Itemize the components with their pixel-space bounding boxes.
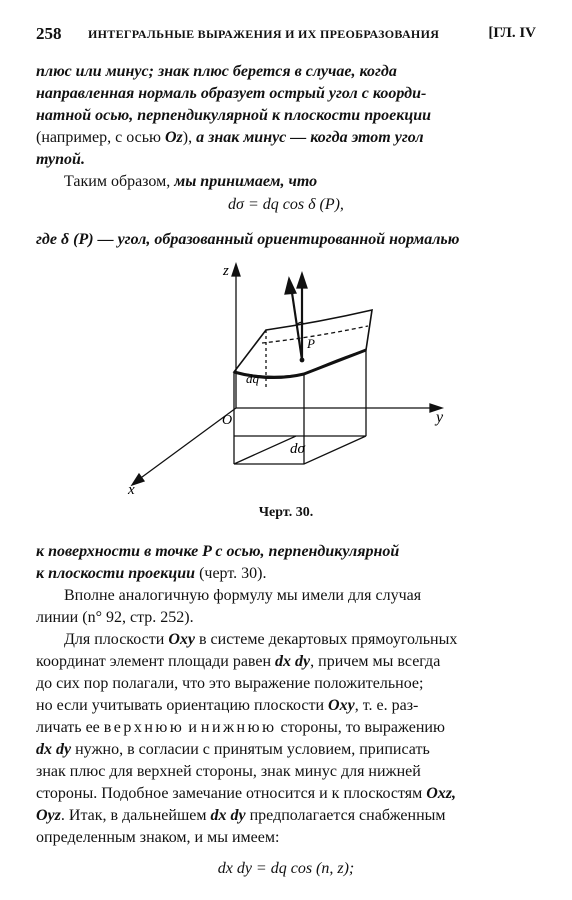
text-span: мы принимаем, что — [174, 173, 318, 190]
text-line — [36, 629, 536, 651]
text-span: стороны. Подобное замечание относится и к плоскостям — [36, 785, 427, 802]
text-span: но если учитывать ориентацию плоскости — [36, 697, 329, 714]
text-line — [36, 171, 536, 193]
running-title: ИНТЕГРАЛЬНЫЕ ВЫРАЖЕНИЯ И ИХ ПРЕОБРАЗОВАНИЯ — [88, 27, 440, 41]
text-span: Oxz, — [426, 785, 456, 802]
text-span: в системе декартовых прямоугольных — [194, 631, 458, 648]
text-span: предполагается снабженным — [245, 807, 446, 824]
text-span: и — [184, 719, 201, 736]
text-line: линии (n° 92, стр. 252). — [36, 609, 194, 626]
y-label: y — [436, 409, 444, 426]
text-span: ), — [182, 129, 197, 146]
z-label: z — [223, 263, 229, 279]
text-span: Таким образом, — [64, 173, 175, 190]
text-span: а знак минус — когда этот угол — [196, 129, 424, 146]
normal-arrow — [285, 278, 296, 294]
origin-label: O — [222, 413, 233, 428]
text-line: к поверхности в точке P с осью, перпендикулярной — [36, 543, 400, 560]
text-span: к плоскости проекции — [36, 565, 196, 582]
text-span: координат элемент площади равен — [36, 653, 276, 670]
text-span: Oxy — [168, 631, 195, 648]
text-span: dx dy — [275, 653, 311, 670]
text-line: где δ (P) — угол, образованный ориентированной нормалью — [36, 231, 460, 248]
text-line: знак плюс для верхней стороны, знак минус для нижней — [36, 763, 421, 780]
text-span: нужно, в согласии с принятым условием, приписать — [71, 741, 430, 758]
text-span: Oxy — [328, 697, 355, 714]
text-line — [36, 651, 536, 673]
dq-label: dq — [246, 371, 259, 386]
text-span: dx dy — [36, 741, 72, 758]
text-span: верхнюю — [103, 719, 185, 736]
text-span: нижнюю — [200, 719, 277, 736]
text-line: тупой. — [36, 151, 85, 168]
vertical-arrow — [297, 273, 307, 288]
text-line — [36, 805, 536, 827]
text-span: , причем мы всегда — [310, 653, 441, 670]
text-line — [36, 695, 536, 717]
text-span: . Итак, в дальнейшем — [60, 807, 211, 824]
z-arrow — [232, 264, 240, 276]
text-span: Для плоскости — [64, 631, 169, 648]
x-label: x — [128, 482, 135, 498]
text-line: определенным знаком, и мы имеем: — [36, 829, 280, 846]
formula-dsigma: dσ = dq cos δ (P), — [228, 196, 344, 213]
figure-30 — [110, 258, 470, 498]
text-line: натной осью, перпендикулярной к плоскости проекции — [36, 107, 432, 124]
chapter-label: [ГЛ. IV — [488, 25, 536, 41]
page-number: 258 — [36, 24, 62, 43]
text-span: (например, с осью — [36, 129, 165, 146]
p-label: P — [307, 336, 315, 351]
figure-caption: Черт. 30. — [258, 505, 314, 520]
text-line — [36, 127, 536, 149]
text-line — [36, 783, 536, 805]
text-span: Oz — [164, 129, 183, 146]
dsigma-label: dσ — [290, 441, 305, 457]
text-line: направленная нормаль образует острый угол с коорди- — [36, 85, 427, 102]
text-line — [36, 739, 536, 761]
text-line: плюс или минус; знак плюс берется в случае, когда — [36, 63, 397, 80]
formula-dxdy: dx dy = dq cos (n, z); — [217, 860, 355, 877]
page-header — [36, 24, 536, 46]
text-span: Oyz — [36, 807, 61, 824]
text-line — [36, 717, 536, 739]
text-line — [36, 563, 536, 585]
text-line: до сих пор полагали, что это выражение положительное; — [36, 675, 424, 692]
text-span: личать ее — [36, 719, 104, 736]
text-span: (черт. 30). — [195, 565, 267, 582]
text-line: Вполне аналогичную формулу мы имели для случая — [64, 587, 422, 604]
point-p — [300, 358, 305, 363]
text-span: , т. е. раз- — [354, 697, 419, 714]
text-span: dx dy — [210, 807, 246, 824]
text-span: стороны, то выражению — [276, 719, 445, 736]
